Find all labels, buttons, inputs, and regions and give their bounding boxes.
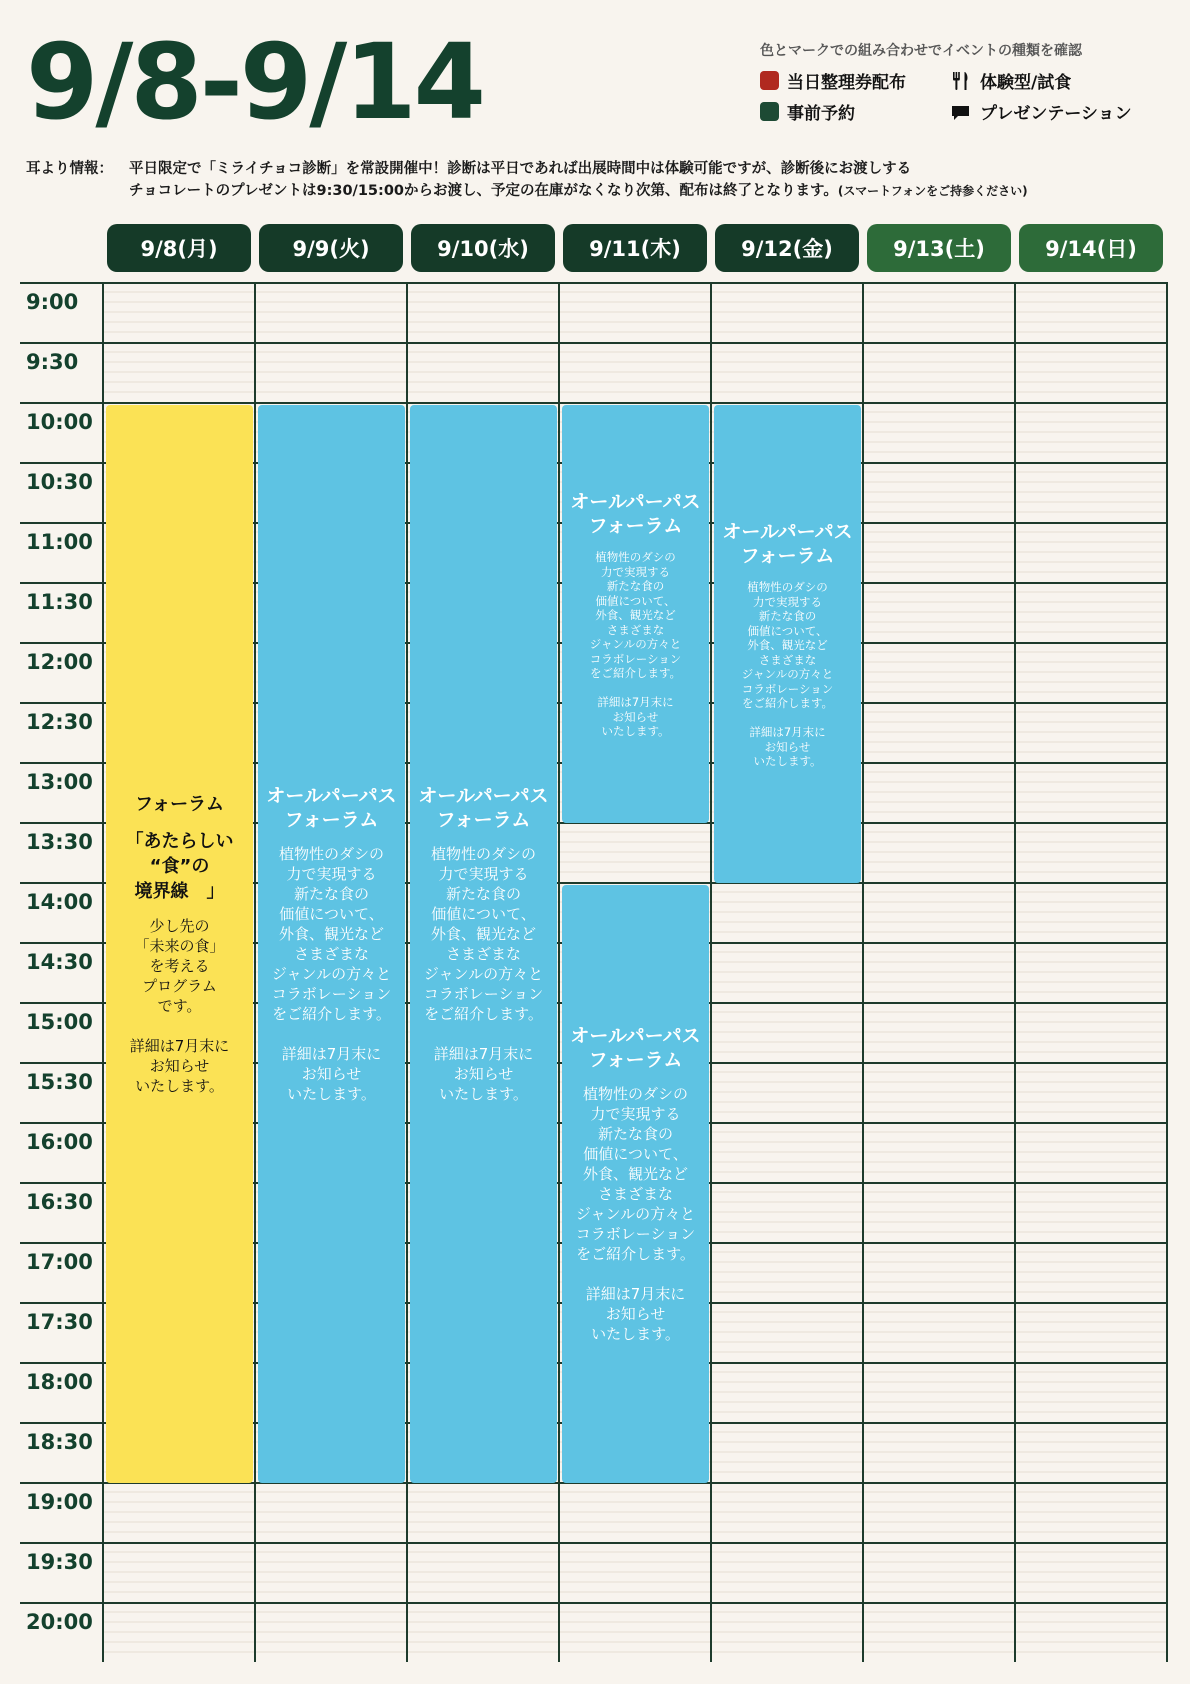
tab-day-0912[interactable]: 9/12(金) [715,224,859,272]
event-block[interactable] [258,405,405,1483]
time-label: 11:00 [26,530,93,554]
legend-item-experience-tasting [950,68,1160,93]
time-label: 13:00 [26,770,93,794]
time-label: 20:00 [26,1610,93,1634]
event-title: フォーラム [135,794,224,815]
time-label: 19:30 [26,1550,93,1574]
tab-day-0914[interactable]: 9/14(日) [1019,224,1163,272]
time-label: 10:30 [26,470,93,494]
tab-day-0908[interactable]: 9/8(月) [107,224,251,272]
tab-day-0909[interactable]: 9/9(火) [259,224,403,272]
time-label: 9:30 [26,350,79,374]
legend-item-same-day-ticket [760,68,950,93]
day-tabs [107,224,1167,272]
time-label: 12:30 [26,710,93,734]
info-block [26,158,1176,202]
time-label: 14:00 [26,890,93,914]
fork-knife-icon [950,70,972,92]
event-description: 植物性のダシの 力で実現する 新たな食の 価値について、 外食、観光など さまざまな ジャンルの方々と コラボレーション をご紹介します。 詳細は7月末に お知らせ いたします。 [575,1085,696,1343]
speech-bubble-icon [950,101,972,123]
time-label: 9:00 [26,290,79,314]
event-block[interactable] [562,405,709,823]
page-title: 9/8-9/14 [26,21,483,143]
event-subtitle: 「あたらしい “食”の 境界線 」 [125,831,234,902]
time-label: 19:00 [26,1490,93,1514]
event-block[interactable] [562,885,709,1483]
time-label: 16:30 [26,1190,93,1214]
legend-label: 体験型/試食 [980,73,1072,93]
event-title: オールパーパス フォーラム [418,785,549,831]
event-block[interactable] [410,405,557,1483]
event-description: 植物性のダシの 力で実現する 新たな食の 価値について、 外食、観光など さまざまな ジャンルの方々と コラボレーション をご紹介します。 詳細は7月末に お知らせ いたします。 [589,549,682,738]
time-label: 11:30 [26,590,93,614]
tab-day-0910[interactable]: 9/10(水) [411,224,555,272]
tab-day-0913[interactable]: 9/13(土) [867,224,1011,272]
event-title: オールパーパス フォーラム [722,520,853,567]
time-label: 13:30 [26,830,93,854]
event-description: 植物性のダシの 力で実現する 新たな食の 価値について、 外食、観光など さまざまな ジャンルの方々と コラボレーション をご紹介します。 詳細は7月末に お知らせ いたします。 [271,845,392,1103]
info-note: (スマートフォンをご持参ください) [837,184,1028,198]
info-line-2: チョコレートのプレゼントは9:30/15:00からお渡し、予定の在庫がなくなり次第、配布は終了となります。 [129,183,838,199]
legend-label: 当日整理券配布 [787,73,906,93]
legend-item-presentation [950,99,1160,124]
legend-label: 事前予約 [787,104,855,124]
legend-label: プレゼンテーション [980,104,1132,124]
event-title: オールパーパス フォーラム [570,490,701,537]
green-swatch-icon [760,102,779,121]
event-title: オールパーパス フォーラム [266,785,397,831]
time-label: 15:00 [26,1010,93,1034]
time-label: 15:30 [26,1070,93,1094]
time-label: 17:00 [26,1250,93,1274]
legend-caption: 色とマークでの組み合わせでイベントの種類を確認 [760,43,1082,59]
info-line-1: 平日限定で「ミライチョコ診断」を常設開催中！診断は平日であれば出展時間中は体験可能ですが、診断後にお渡しする [129,161,912,177]
event-block[interactable] [714,405,861,883]
event-block[interactable] [106,405,253,1483]
tab-day-0911[interactable]: 9/11(木) [563,224,707,272]
time-label: 12:00 [26,650,93,674]
red-swatch-icon [760,71,779,90]
info-label: 耳より情報： [26,161,113,177]
event-description: 植物性のダシの 力で実現する 新たな食の 価値について、 外食、観光など さまざまな ジャンルの方々と コラボレーション をご紹介します。 詳細は7月末に お知らせ いたします。 [423,845,544,1103]
event-description: 少し先の 「未来の食」 を考える プログラム です。 詳細は7月末に お知らせ いたします。 [129,917,230,1095]
schedule-grid [20,282,1168,1662]
time-label: 17:30 [26,1310,93,1334]
time-label: 14:30 [26,950,93,974]
time-label: 18:00 [26,1370,93,1394]
time-label: 10:00 [26,410,93,434]
legend [760,40,1180,124]
time-label: 18:30 [26,1430,93,1454]
event-title: オールパーパス フォーラム [570,1025,701,1071]
event-description: 植物性のダシの 力で実現する 新たな食の 価値について、 外食、観光など さまざまな ジャンルの方々と コラボレーション をご紹介します。 詳細は7月末に お知らせ いたします。 [741,579,834,768]
legend-item-reservation [760,99,950,124]
time-label: 16:00 [26,1130,93,1154]
